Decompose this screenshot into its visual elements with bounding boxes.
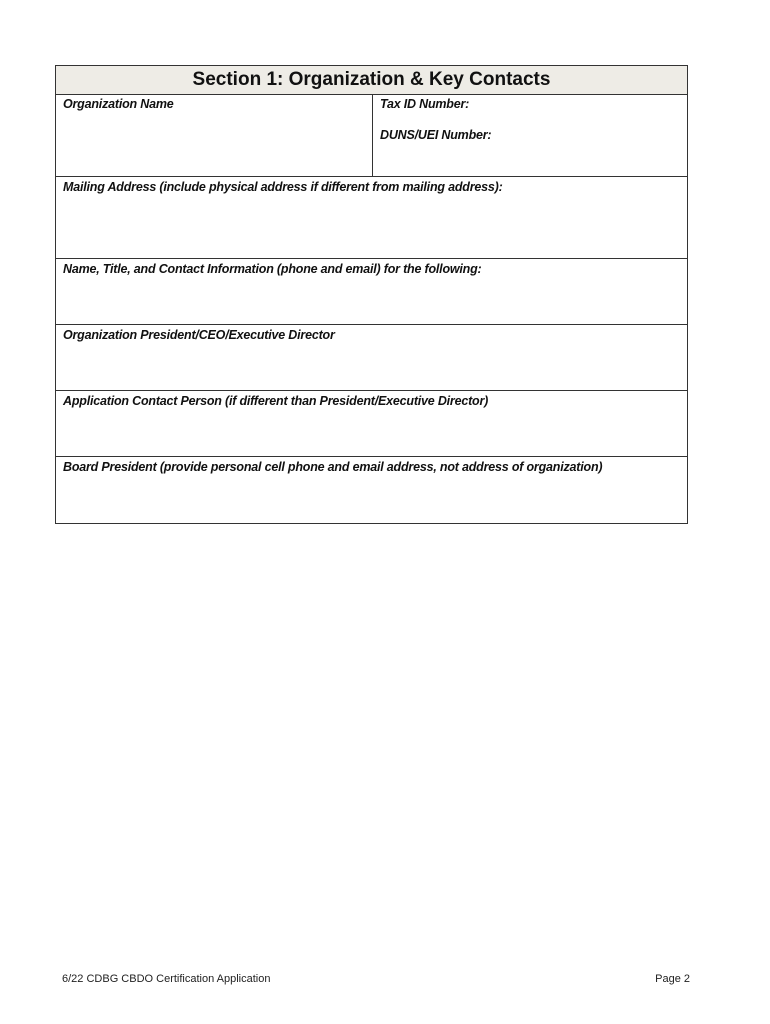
- mailing-address-field[interactable]: [56, 177, 687, 259]
- president-ceo-label: Organization President/CEO/Executive Director: [63, 328, 335, 342]
- mailing-address-label: Mailing Address (include physical address if different from mailing address):: [63, 180, 503, 194]
- duns-uei-label: DUNS/UEI Number:: [380, 128, 492, 142]
- organization-name-field[interactable]: [56, 95, 373, 176]
- tax-id-label: Tax ID Number:: [380, 97, 470, 111]
- board-president-label: Board President (provide personal cell phone and email address, not address of organization): [63, 460, 603, 474]
- name-title-contact-label: Name, Title, and Contact Information (phone and email) for the following:: [63, 262, 482, 276]
- name-title-contact-field[interactable]: [56, 259, 687, 325]
- organization-key-contacts-form: [55, 65, 688, 524]
- organization-name-label: Organization Name: [63, 97, 174, 111]
- board-president-field[interactable]: [56, 457, 687, 523]
- footer-page-number: Page 2: [655, 973, 690, 985]
- organization-tax-row: [56, 95, 687, 177]
- tax-duns-field[interactable]: [373, 95, 687, 176]
- section-title: Section 1: Organization & Key Contacts: [56, 66, 687, 95]
- application-contact-label: Application Contact Person (if different than President/Executive Director): [63, 394, 489, 408]
- president-ceo-field[interactable]: [56, 325, 687, 391]
- footer-document-title: 6/22 CDBG CBDO Certification Application: [62, 973, 271, 985]
- application-contact-field[interactable]: [56, 391, 687, 457]
